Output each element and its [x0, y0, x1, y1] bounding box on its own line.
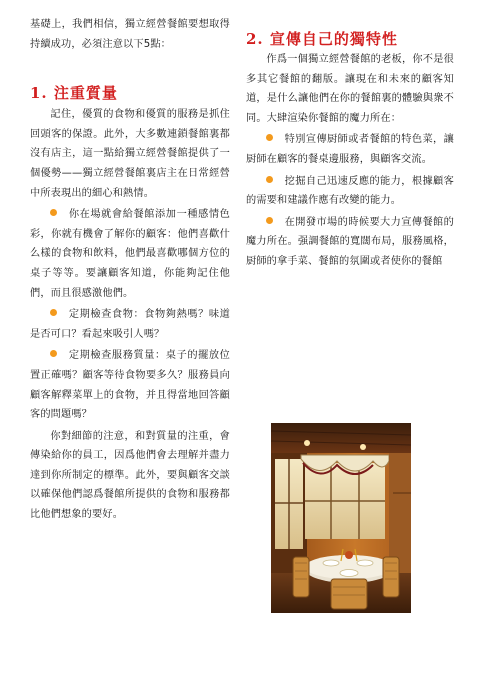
- section-1-bullet-1: [30, 205, 230, 303]
- bullet-dot-icon: [50, 350, 57, 357]
- bullet-text: 挖掘自己迅速反應的能力，根據顧客的需要和建議作應有改變的能力。: [246, 175, 454, 207]
- intro-paragraph: 基礎上，我們相信，獨立經營餐館要想取得持續成功，必須注意以下5點：: [30, 19, 230, 50]
- bullet-text: 定期檢查服務質量：桌子的擺放位置正確嗎？顧客等待食物要多久？服務員向顧客解釋菜單上的食物，并且得當地回答顧客的問題嗎？: [30, 350, 230, 421]
- bullet-text: 你在場就會給餐館添加一種感情色彩，你就有機會了解你的顧客：他們喜歡什么樣的食物和飲料，他們最喜歡哪個方位的桌子等等。要讓顧客知道，你能夠記住他們，而且很感激他們。: [30, 209, 230, 299]
- bullet-dot-icon: [266, 134, 273, 141]
- bullet-dot-icon: [266, 217, 273, 224]
- right-column: [246, 0, 454, 272]
- bullet-dot-icon: [50, 209, 57, 216]
- section-1-paragraph-1: 記住，優質的食物和優質的服務是抓住回頭客的保證。此外，大多數連鎖餐館裏都沒有店主，這一點給獨立經營餐館提供了一個優勢——獨立經營餐館裏店主在日常經營中所表現出的細心和熱情。: [30, 109, 230, 199]
- bullet-text: 在開發市場的時候要大力宣傳餐館的魔力所在。强調餐館的寬闊布局，服務風格，厨師的拿手菜、餐館的氛圍或者使你的餐館: [246, 216, 454, 267]
- restaurant-photo-illustration: [271, 423, 411, 613]
- section-2-bullet-2: [246, 172, 454, 211]
- section-1-bullet-3: [30, 346, 230, 424]
- section-2-paragraph-1: 作爲一個獨立經營餐館的老板，你不是很多其它餐館的翻版。讓現在和未來的顧客知道，是什么讓他們在你的餐館裏的體驗與衆不同。大肆渲染你餐館的魔力所在：: [246, 54, 454, 124]
- bullet-dot-icon: [50, 309, 57, 316]
- restaurant-interior-photo: [271, 423, 411, 613]
- bullet-text: 特別宣傳厨師或者餐館的特色菜，讓厨師在顧客的餐桌邊服務，與顧客交流。: [246, 134, 454, 165]
- section-2-bullet-1: [246, 130, 454, 169]
- bullet-text: 定期檢查食物：食物夠熱嗎？味道是否可口？看起來吸引人嗎？: [30, 309, 230, 340]
- section-1-heading: 1. 注重質量: [30, 84, 118, 103]
- section-2-bullet-3: [246, 213, 454, 272]
- bullet-dot-icon: [266, 176, 273, 183]
- section-1-paragraph-2: 你對細節的注意，和對質量的注重，會傳染給你的員工，因爲他們會去理解并盡力達到你所制定的標準。此外，要與顧客交談以確保他們認爲餐館所提供的食物和服務都比他們想象的要好。: [30, 430, 230, 521]
- section-2-heading: 2. 宣傳自己的獨特性: [246, 30, 398, 48]
- section-1-bullet-2: [30, 305, 230, 344]
- left-column: [30, 0, 230, 525]
